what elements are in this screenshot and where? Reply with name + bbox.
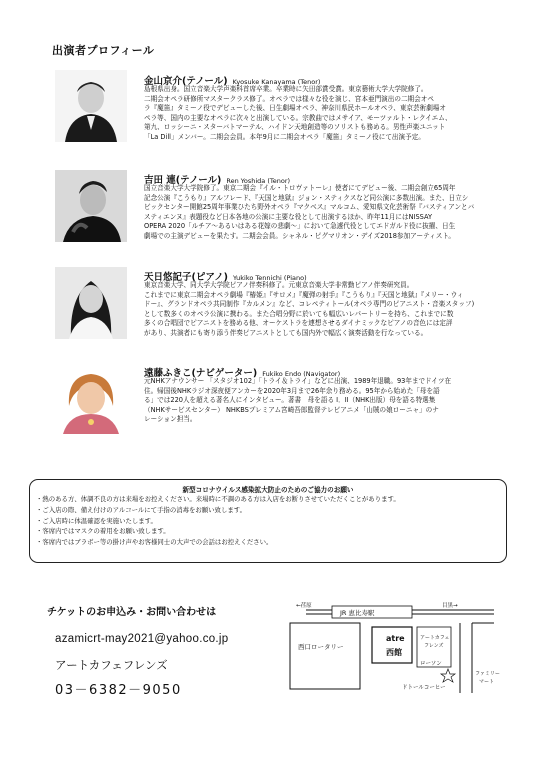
atre-building [372,627,412,663]
performer-photo-yoshida [55,170,127,242]
performer-bio: 国立音楽大学大学院修了。東京二期会『イル・トロヴァトーレ』使者にてデビュー後、二期会創立65周年 記念公演『こうもり』アルフレード、『天国と地獄』ジョン・スティクスなど同公演に多数出演。また、日立シ ビックセンター開館25周年事業ひたち野外オペラ『マクベス』マルコム、愛知県文化芸術祭『バスティアンとバ スティエンヌ』表題役など日本各地の公演に主要な役として出演するほか、昨年11月にはNISSAY OPERA 2020「ルチア～あるいはある花嫁の悲劇～」において急遽代役としてエドガルド役に抜擢、日生 劇場での主演デビューを果たす。二期会会員。シャネル・ピグマリオン・デイズ2018参加アーティスト。 [144,184,475,240]
notice-item: ・ 客席内ではマスクの着用をお願い致します。 [36,526,400,537]
venue-name: アートカフェフレンズ [55,658,168,672]
venue-star-icon [441,669,455,682]
access-map [282,597,502,693]
ticket-inquiry-title: チケットのお申込み・お問い合わせは [47,607,217,618]
performer-name: 吉田 連(テノール) Ren Yoshida (Tenor) [144,175,291,186]
atre-west-label: 西館 [386,648,402,657]
atre-label: atre [386,634,405,643]
notice-list [36,494,400,548]
performer-name: 遠藤ふきこ(ナビゲーター) Fukiko Endo (Navigator) [144,368,341,379]
notice-item: ・ 客席内ではブラボー等の掛け声やお客様同士の大声での会話はお控えください。 [36,537,400,548]
performer-photo-tennichi [55,267,127,339]
performer-photo-kanayama [55,70,127,142]
destination-label: 目黒→ [442,603,458,609]
doutor-label: ドトールコーヒー [402,685,446,691]
performer-name: 天日悠記子(ピアノ) Yukiko Tennichi (Piano) [144,272,307,283]
lawson-label: ローソン [420,661,442,667]
rotary-label: 西口ロータリー [298,643,344,651]
performer-name: 金山京介(テノール) Kyosuke Kanayama (Tenor) [144,76,321,87]
section-title: 出演者プロフィール [52,44,155,57]
familymart-label-2: マート [479,679,495,685]
contact-email[interactable]: azamicrt-may2021@yahoo.co.jp [55,633,229,645]
notice-title: 新型コロナウイルス感染拡大防止のためのご協力のお願い [182,486,354,494]
notice-item: ・ ご入店の際、備え付けのアルコールにて手指の消毒をお願い致します。 [36,505,400,516]
notice-item: ・ ご入店時に体温確認を実施いたします。 [36,516,400,527]
performer-bio: 元NHKアナウンサー 「スタジオ102」「トライ＆トライ」などに出演、1989年退職。93年までドイツ在 住。帰国後NHKラジオ深夜便アンカーを2020年3月まで26年余り務める。95年から始めた「母を語 る」では220人を超える著名人にインタビュー。著書 母を語る I．II（NHK出版）母を語る特選集 （NHKサービスセンター） NHKBSプレミアム宮崎吾郎監督テレビアニメ「山賊の娘ローニャ」のナ レーション担当。 [144,377,452,424]
station-label: JR 恵比寿駅 [340,609,375,617]
cafe-label-1: アートカフェ [420,635,450,641]
road-label: ←荏原 [296,603,312,609]
performer-photo-endo [55,362,127,434]
familymart-label-1: ファミリー [475,671,500,677]
notice-item: ・ 熱のある方、体調不良の方は来場をお控えください。来場時に不調のある方は入店をお断りさせていただくことがあります。 [36,494,400,505]
performer-bio: 東京音楽大学、同大学大学院ピアノ伴奏科修了。元東京音楽大学非常勤ピアノ伴奏研究員。 これまでに東京二期会オペラ劇場『椿姫』『サロメ』『魔弾の射手』『こうもり』『天国と地獄』『メリー・ウィ ドー』、グランドオペラ共同制作『カルメン』など、コレペティトール(オペラ専門のピアニスト・音楽スタッフ) として数多くのオペラ公演に携わる。また合唱分野に於いても幅広いレパートリーを持ち、これまでに数 多くの合唱団でピアニストを務める他、オーケストラを連想させるダイナミックなピアノの音色には定評 があり、共演者にも寄り添う伴奏ピアニストとしても国内外で幅広く演奏活動を行なっている。 [144,281,475,337]
cafe-label-2: フレンズ [424,643,444,649]
contact-phone[interactable]: 03－6382－9050 [55,683,182,698]
rotary-area [290,623,360,689]
covid-notice-box [29,479,507,563]
performer-bio: 島根県出身。国立音楽大学声楽科首席卒業。卒業時に矢田部賞受賞。東京藝術大学大学院修了。 二期会オペラ研修所マスタークラス修了。オペラでは様々な役を演じ、宮本亜門演出の二期会オペ ラ『魔笛』タミーノ役でデビューした後、日生劇場オペラ、神奈川県民ホールオペラ、東京芸術劇場オ ペラ等、国内の主要なオペラに次々と出演している。宗教曲ではメサイア、モーツァルト・レクイエム、 第九、ロッシーニ・スターバトマーテル、ハイドン天地創造等のソリストも務める。男性声楽ユニット 「La Dill」メンバー。二期会会員。本年9月に二期会オペラ「魔笛」タミーノ役にて出演予定。 [144,85,452,141]
